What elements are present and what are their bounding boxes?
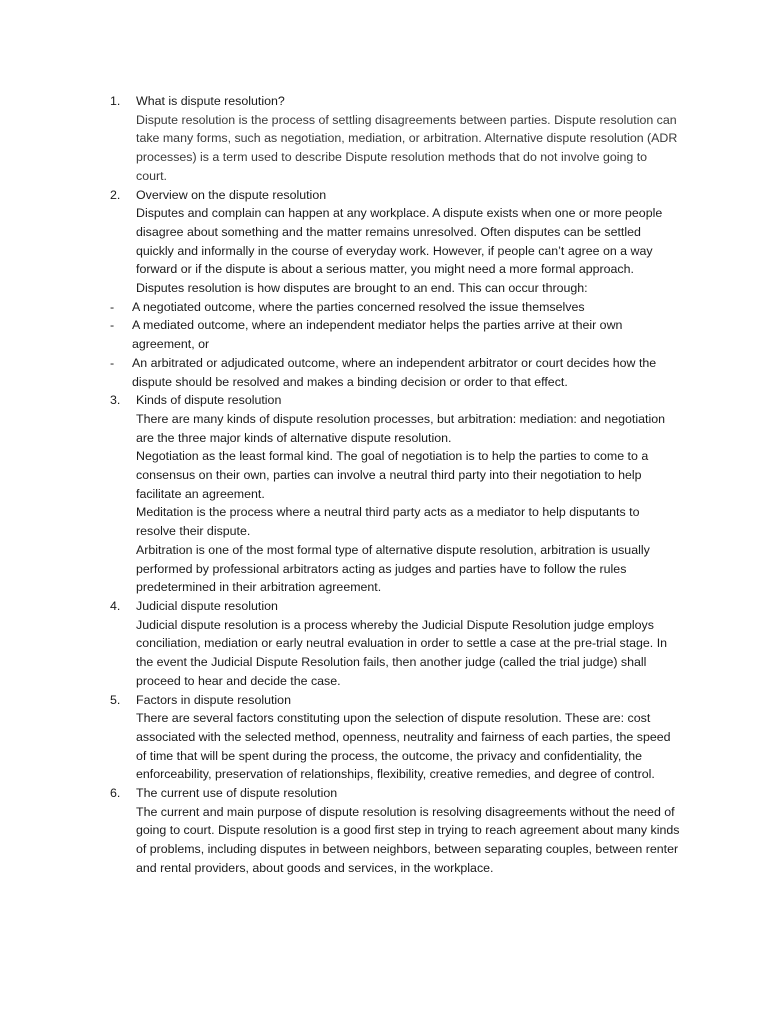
section-heading: Judicial dispute resolution [136,598,278,613]
bullet-dash: - [110,299,115,314]
section-heading: The current use of dispute resolution [136,786,338,801]
section-number: 3. [110,393,121,408]
bullet-dash: - [110,318,115,333]
section-factors [110,691,680,785]
section-number: 4. [110,598,121,613]
list-item-text: A mediated outcome, where an independent mediator helps the parties arrive at their own agreement, or [132,318,623,352]
bullet-dash: - [110,355,115,370]
section-heading: Kinds of dispute resolution [136,393,282,408]
section-paragraph: Judicial dispute resolution is a process whereby the Judicial Dispute Resolution judge employs conciliation, mediation or early neutral evaluation in order to settle a case at the pre-trial stage. In the event the Judicial Dispute Resolution fails, then another judge (called the trial judge) shall proceed to hear and decide the case. [136,617,668,688]
section-paragraph: The current and main purpose of dispute resolution is resolving disagreements without the need of going to court. Dispute resolution is a good first step in trying to reach agreement about many kinds of problems, including disputes in between neighbors, between separating couples, between renter and rental providers, about goods and services, in the workplace. [136,804,680,875]
section-heading: Factors in dispute resolution [136,692,291,707]
list-item [110,316,680,353]
section-paragraph: Disputes resolution is how disputes are brought to an end. This can occur through: [136,281,588,296]
section-what-is-dispute-resolution [110,92,680,186]
document-body [110,92,680,878]
section-number: 1. [110,94,121,108]
section-number: 6. [110,786,121,801]
section-judicial [110,597,680,691]
outcome-list [110,298,680,392]
section-paragraph: Disputes and complain can happen at any workplace. A dispute exists when one or more people disagree about something and the matter remains unresolved. Often disputes can be settled quickly and informally in the course of everyday work. However, if people can’t agree on a way forward or if the dispute is about a serious matter, you might need a more formal approach. [136,206,663,277]
section-paragraph: There are several factors constituting upon the selection of dispute resolution. These are: cost associated with the selected method, openness, neutrality and fairness of each parties, the speed of time that will be spent during the process, the outcome, the privacy and confidentiality, the enforceability, preservation of relationships, flexibility, creative remedies, and degree of control. [136,711,671,782]
section-overview [110,186,680,298]
section-number: 5. [110,692,121,707]
section-paragraph: Meditation is the process where a neutral third party acts as a mediator to help disputants to resolve their dispute. [136,505,640,539]
section-heading: What is dispute resolution? [136,94,285,108]
list-item [110,354,680,391]
section-paragraph: Dispute resolution is the process of settling disagreements between parties. Dispute resolution can take many forms, such as negotiation, mediation, or arbitration. Alternative dispute resolution (ADR processes) is a term used to describe Dispute resolution methods that do not involve going to court. [136,112,678,183]
section-paragraph: There are many kinds of dispute resolution processes, but arbitration: mediation: and negotiation are the three major kinds of alternative dispute resolution. [136,411,665,445]
section-current-use [110,784,680,878]
section-heading: Overview on the dispute resolution [136,187,327,202]
section-paragraph: Negotiation as the least formal kind. The goal of negotiation is to help the parties to come to a consensus on their own, parties can involve a neutral third party into their negotiation to help facilitate an agreement. [136,449,649,501]
section-paragraph: Arbitration is one of the most formal type of alternative dispute resolution, arbitration is usually performed by professional arbitrators acting as judges and parties have to follow the rules predetermined in their arbitration agreement. [136,542,650,595]
list-item-text: A negotiated outcome, where the parties concerned resolved the issue themselves [132,299,585,314]
list-item-text: An arbitrated or adjudicated outcome, where an independent arbitrator or court decides how the dispute should be resolved and makes a binding decision or order to that effect. [132,355,657,389]
section-kinds [110,391,680,597]
list-item [110,298,680,317]
section-number: 2. [110,187,121,202]
